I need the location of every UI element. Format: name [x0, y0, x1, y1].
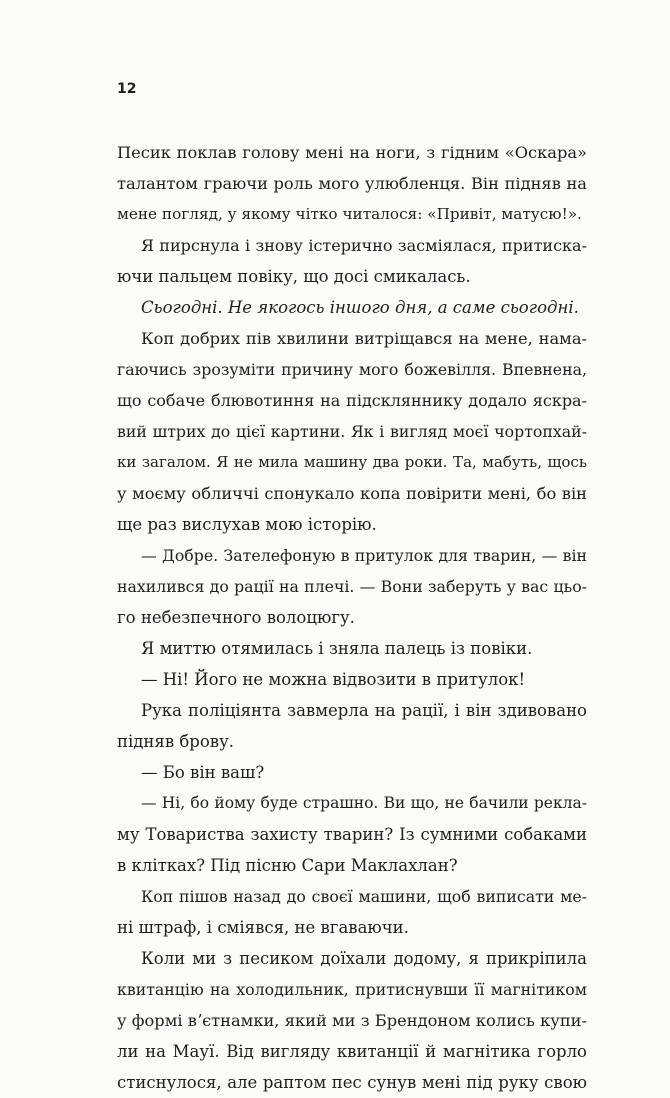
text-line: талантом граючи роль мого улюбленця. Він підняв на	[117, 174, 587, 193]
text-line: му Товариства захисту тварин? Із сумними собаками	[117, 825, 587, 844]
text-line: Коп добрих пів хвилини витріщався на мене, нама-	[141, 329, 587, 348]
text-line: у моєму обличчі спонукало копа повірити мені, бо він	[117, 484, 587, 503]
italic-text-line: Сьогодні. Не якогось іншого дня, а саме сьогодні.	[141, 298, 579, 317]
text-line: ще раз вислухав мою історію.	[117, 515, 377, 534]
dialogue-line: — Бо він ваш?	[141, 763, 265, 782]
text-line: го небезпечного волоцюгу.	[117, 608, 355, 627]
text-line: ючи пальцем повіку, що досі смикалась.	[117, 267, 471, 286]
text-line: ли на Мауї. Від вигляду квитанції й магнітика горло	[117, 1042, 587, 1061]
text-line: підняв брову.	[117, 732, 235, 751]
text-line: Коли ми з песиком доїхали додому, я прикріпила	[141, 949, 587, 968]
text-line: що собаче блювотиння на підскляннику додало яскра-	[117, 391, 587, 410]
text-line: мене погляд, у якому чітко читалося: «Привіт, матусю!».	[117, 205, 582, 223]
text-line: квитанцію на холодильник, притиснувши її магнітиком	[117, 980, 587, 999]
body-text	[117, 137, 587, 1098]
dialogue-line: — Ні! Його не можна відвозити в притулок!	[141, 670, 526, 689]
text-line: вий штрих до цієї картини. Як і вигляд моєї чортопхай-	[117, 422, 587, 441]
text-line: у формі вʼєтнамки, який ми з Брендоном колись купи-	[117, 1011, 587, 1030]
text-line: нахилився до рації на плечі. — Вони заберуть у вас цьо-	[117, 577, 587, 596]
dialogue-line: — Ні, бо йому буде страшно. Ви що, не бачили рекла-	[141, 794, 587, 812]
text-line: ки загалом. Я не мила машину два роки. Та, мабуть, щось	[117, 453, 587, 471]
text-line: Коп пішов назад до своєї машини, щоб виписати ме-	[141, 887, 587, 906]
text-line: в клітках? Під пісню Сари Маклахлан?	[117, 856, 458, 875]
text-line: Песик поклав голову мені на ноги, з гідним «Оскара»	[117, 143, 587, 162]
text-line: Я пирснула і знову істерично засміялася, притиска-	[141, 236, 587, 255]
dialogue-line: — Добре. Зателефоную в притулок для тварин, — він	[141, 546, 587, 565]
text-line: гаючись зрозуміти причину мого божевілля. Впевнена,	[117, 360, 587, 379]
text-line: Рука поліціянта завмерла на рації, і він здивовано	[141, 701, 587, 720]
text-line: стиснулося, але раптом пес сунув мені під руку свою	[117, 1073, 587, 1092]
text-line: Я миттю отямилась і зняла палець із повіки.	[141, 639, 533, 658]
page-number: 12	[117, 81, 137, 97]
text-line: ні штраф, і сміявся, не вгаваючи.	[117, 918, 409, 937]
